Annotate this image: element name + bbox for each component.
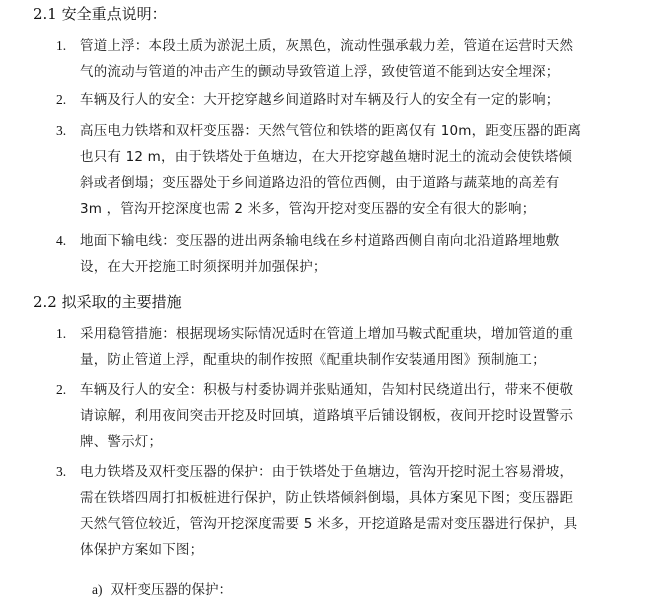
text-line: 3m ，管沟开挖深度也需 2 米多，管沟开挖对变压器的安全有很大的影响； xyxy=(80,201,536,217)
text-line: 车辆及行人的安全：积极与村委协调并张贴通知，告知村民绕道出行，带来不便敬 xyxy=(80,382,574,398)
text-line: 采用稳管措施：根据现场实际情况适时在管道上增加马鞍式配重块，增加管道的重 xyxy=(80,326,574,342)
list-text xyxy=(80,33,646,85)
list-number: 3. xyxy=(56,123,67,138)
text-line: 设，在大开挖施工时须探明并加强保护； xyxy=(80,259,327,275)
list-number: 2. xyxy=(56,382,67,397)
list-text xyxy=(80,228,646,280)
list-number: 4. xyxy=(56,233,67,248)
text-line: 请谅解，利用夜间突击开挖及时回填，道路填平后铺设钢板，夜间开挖时设置警示 xyxy=(80,408,574,424)
text-line: 量，防止管道上浮，配重块的制作按照《配重块制作安装通用图》预制施工； xyxy=(80,352,546,368)
list-number: 2. xyxy=(56,92,67,107)
text-line: 也只有 12 m，由于铁塔处于鱼塘边，在大开挖穿越鱼塘时泥土的流动会使铁塔倾 xyxy=(80,149,573,165)
list-text xyxy=(80,87,646,113)
list-text xyxy=(80,377,646,455)
text-line: 体保护方案如下图； xyxy=(80,542,204,558)
list-number: 1. xyxy=(56,326,67,341)
text-line: 气的流动与管道的冲击产生的颤动导致管道上浮，致使管道不能到达安全埋深； xyxy=(80,64,560,80)
list-number: 1. xyxy=(56,38,67,53)
text-line: 斜或者倒塌；变压器处于乡间道路边沿的管位西侧，由于道路与蔬菜地的高差有 xyxy=(80,175,560,191)
text-line: 高压电力铁塔和双杆变压器：天然气管位和铁塔的距离仅有 10m，距变压器的距离 xyxy=(80,123,582,139)
text-line: 车辆及行人的安全：大开挖穿越乡间道路时对车辆及行人的安全有一定的影响； xyxy=(80,92,560,108)
list-text xyxy=(80,118,646,222)
sub-item-marker: a) xyxy=(92,582,103,597)
list-number: 3. xyxy=(56,464,67,479)
sub-item xyxy=(92,580,232,600)
sub-item-text: 双杆变压器的保护： xyxy=(110,582,232,598)
text-line: 需在铁塔四周打扣板桩进行保护，防止铁塔倾斜倒塌，具体方案见下图；变压器距 xyxy=(80,490,574,506)
text-line: 牌、警示灯； xyxy=(80,434,163,450)
list-text xyxy=(80,459,646,563)
text-line: 天然气管位较近，管沟开挖深度需要 5 米多，开挖道路是需对变压器进行保护，具 xyxy=(80,516,578,532)
text-line: 电力铁塔及双杆变压器的保护：由于铁塔处于鱼塘边，管沟开挖时泥土容易滑坡， xyxy=(80,464,574,480)
text-line: 地面下输电线：变压器的进出两条输电线在乡村道路西侧自南向北沿道路埋地敷 xyxy=(80,233,560,249)
text-line: 管道上浮：本段土质为淤泥土质，灰黑色，流动性强承载力差，管道在运营时天然 xyxy=(80,38,574,54)
list-text xyxy=(80,321,646,373)
section-title-2-2: 2.2 拟采取的主要措施 xyxy=(33,293,182,311)
section-title-2-1: 2.1 安全重点说明： xyxy=(33,5,167,23)
